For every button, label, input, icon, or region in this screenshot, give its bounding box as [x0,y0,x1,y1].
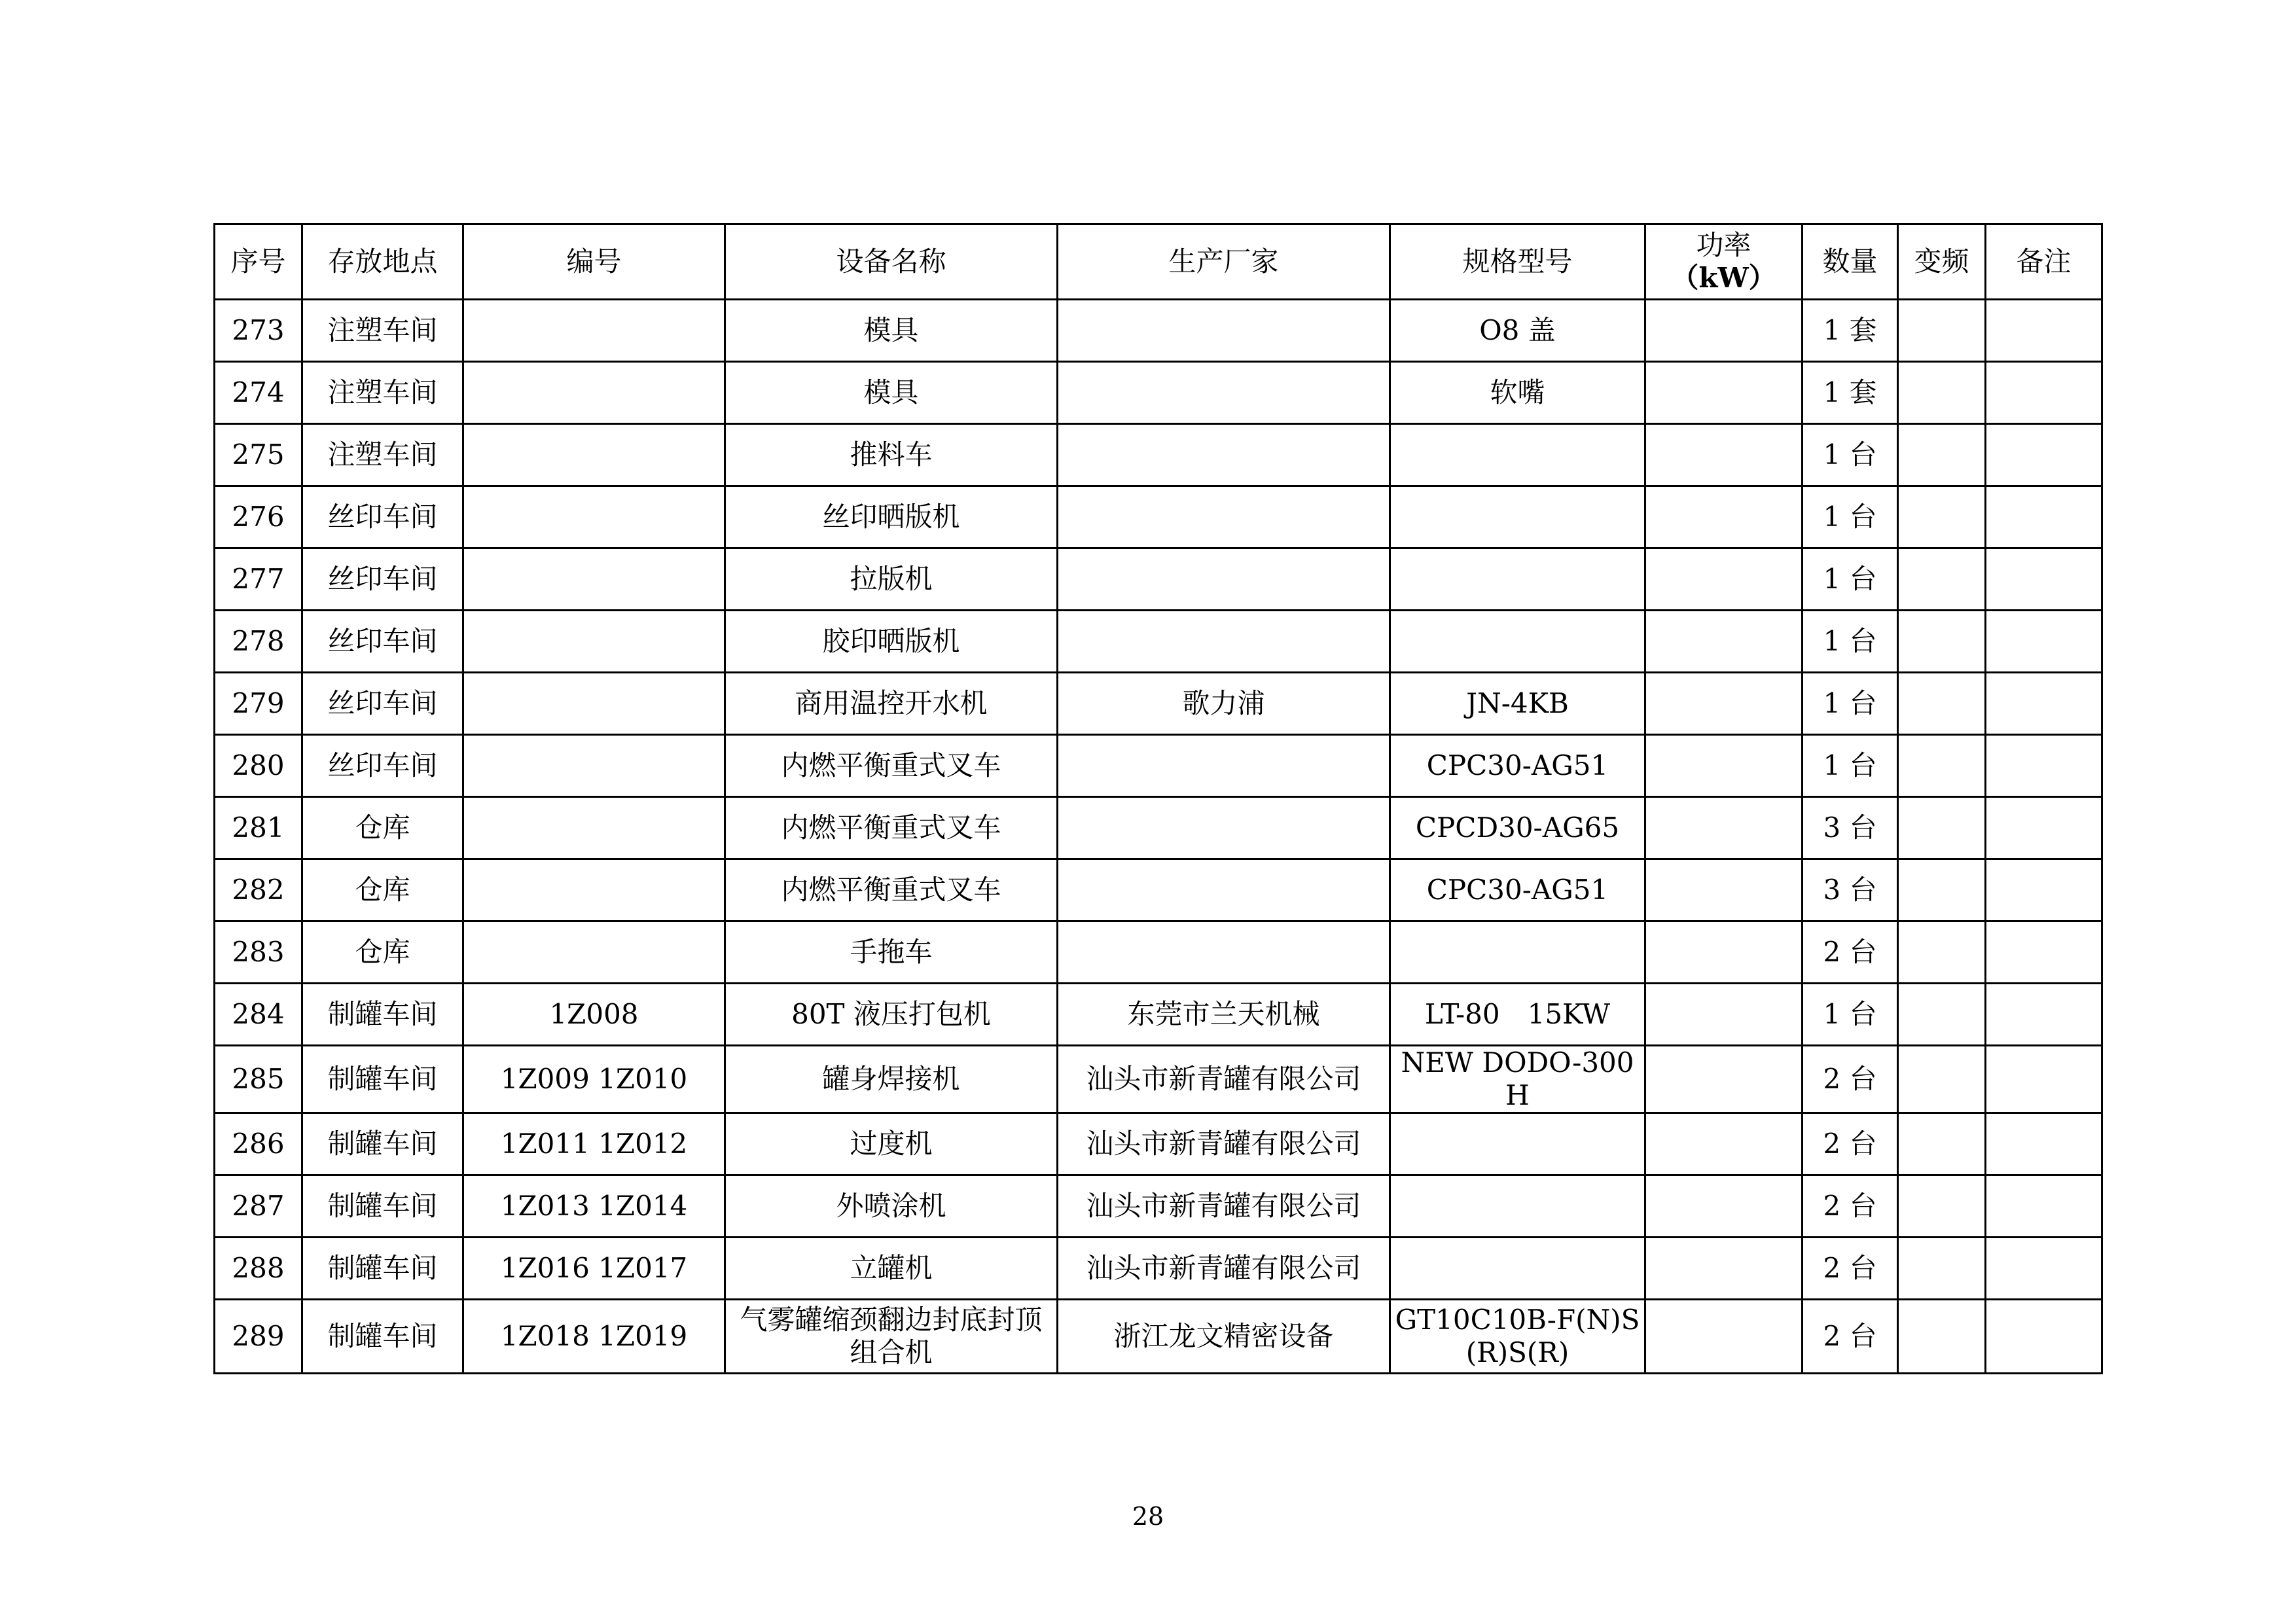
cell-manufacturer [1058,362,1390,424]
cell-vfd [1898,984,1986,1046]
table-row [215,1238,2102,1300]
cell-location: 制罐车间 [302,1046,463,1113]
cell-location: 制罐车间 [302,1238,463,1300]
cell-power [1645,300,1803,362]
cell-manufacturer: 歌力浦 [1058,673,1390,735]
cell-quantity: 1 台 [1803,486,1898,548]
cell-manufacturer: 汕头市新青罐有限公司 [1058,1238,1390,1300]
cell-remarks [1986,424,2102,486]
cell-quantity: 2 台 [1803,1113,1898,1175]
cell-manufacturer [1058,921,1390,984]
cell-manufacturer: 汕头市新青罐有限公司 [1058,1175,1390,1238]
table-row [215,673,2102,735]
cell-remarks [1986,673,2102,735]
cell-quantity: 2 台 [1803,1175,1898,1238]
cell-power [1645,921,1803,984]
cell-vfd [1898,548,1986,611]
cell-name: 立罐机 [725,1238,1058,1300]
cell-seq: 281 [215,797,302,859]
table-row [215,424,2102,486]
cell-quantity: 1 套 [1803,300,1898,362]
table-row [215,1046,2102,1113]
cell-vfd [1898,1113,1986,1175]
cell-name: 80T 液压打包机 [725,984,1058,1046]
cell-remarks [1986,1238,2102,1300]
cell-code: 1Z009 1Z010 [463,1046,725,1113]
cell-model: LT-80 15KW [1390,984,1645,1046]
cell-remarks [1986,984,2102,1046]
cell-name: 拉版机 [725,548,1058,611]
cell-code [463,921,725,984]
cell-quantity: 2 台 [1803,921,1898,984]
cell-name: 商用温控开水机 [725,673,1058,735]
cell-location: 丝印车间 [302,735,463,797]
cell-quantity: 2 台 [1803,1300,1898,1374]
cell-seq: 276 [215,486,302,548]
cell-vfd [1898,611,1986,673]
cell-power [1645,859,1803,921]
table-row [215,300,2102,362]
cell-location: 丝印车间 [302,611,463,673]
cell-model [1390,611,1645,673]
cell-remarks [1986,1300,2102,1374]
cell-power [1645,486,1803,548]
cell-name: 推料车 [725,424,1058,486]
cell-remarks [1986,300,2102,362]
table-row [215,548,2102,611]
cell-location: 仓库 [302,921,463,984]
cell-power [1645,424,1803,486]
cell-vfd [1898,735,1986,797]
cell-vfd [1898,673,1986,735]
cell-seq: 287 [215,1175,302,1238]
cell-remarks [1986,1175,2102,1238]
table-row [215,486,2102,548]
equipment-table [213,223,2103,1374]
cell-quantity: 3 台 [1803,797,1898,859]
header-code: 编号 [463,224,725,300]
cell-code [463,735,725,797]
cell-manufacturer [1058,611,1390,673]
cell-location: 注塑车间 [302,300,463,362]
cell-remarks [1986,921,2102,984]
cell-vfd [1898,486,1986,548]
header-row [215,224,2102,300]
cell-name: 模具 [725,362,1058,424]
header-quantity: 数量 [1803,224,1898,300]
cell-model: JN-4KB [1390,673,1645,735]
cell-remarks [1986,548,2102,611]
cell-manufacturer: 汕头市新青罐有限公司 [1058,1046,1390,1113]
cell-model: CPCD30-AG65 [1390,797,1645,859]
cell-seq: 288 [215,1238,302,1300]
cell-model: CPC30-AG51 [1390,859,1645,921]
cell-name: 丝印晒版机 [725,486,1058,548]
cell-vfd [1898,1238,1986,1300]
cell-model: GT10C10B-F(N)S(R)S(R) [1390,1300,1645,1374]
cell-power [1645,1300,1803,1374]
cell-seq: 277 [215,548,302,611]
cell-code [463,486,725,548]
header-name: 设备名称 [725,224,1058,300]
header-vfd: 变频 [1898,224,1986,300]
cell-vfd [1898,797,1986,859]
cell-name: 胶印晒版机 [725,611,1058,673]
header-manufacturer: 生产厂家 [1058,224,1390,300]
cell-code [463,362,725,424]
cell-manufacturer [1058,486,1390,548]
cell-vfd [1898,300,1986,362]
cell-name: 模具 [725,300,1058,362]
cell-seq: 274 [215,362,302,424]
cell-vfd [1898,921,1986,984]
cell-power [1645,1175,1803,1238]
cell-model [1390,921,1645,984]
cell-seq: 289 [215,1300,302,1374]
header-power [1645,224,1803,300]
cell-manufacturer [1058,424,1390,486]
cell-location: 制罐车间 [302,984,463,1046]
cell-remarks [1986,859,2102,921]
cell-name: 手拖车 [725,921,1058,984]
cell-model [1390,1238,1645,1300]
cell-quantity: 1 台 [1803,984,1898,1046]
cell-location: 仓库 [302,859,463,921]
cell-manufacturer [1058,735,1390,797]
cell-location: 丝印车间 [302,673,463,735]
cell-code [463,611,725,673]
cell-quantity: 2 台 [1803,1238,1898,1300]
table-row [215,1113,2102,1175]
cell-power [1645,984,1803,1046]
cell-name: 过度机 [725,1113,1058,1175]
cell-code: 1Z011 1Z012 [463,1113,725,1175]
cell-location: 制罐车间 [302,1175,463,1238]
cell-power [1645,1113,1803,1175]
header-power-unit: （kW） [1671,262,1776,294]
cell-name: 罐身焊接机 [725,1046,1058,1113]
cell-remarks [1986,362,2102,424]
cell-code: 1Z013 1Z014 [463,1175,725,1238]
cell-location: 注塑车间 [302,362,463,424]
cell-model: 软嘴 [1390,362,1645,424]
cell-power [1645,548,1803,611]
cell-quantity: 1 套 [1803,362,1898,424]
cell-seq: 273 [215,300,302,362]
cell-name: 内燃平衡重式叉车 [725,797,1058,859]
cell-code: 1Z016 1Z017 [463,1238,725,1300]
cell-model: CPC30-AG51 [1390,735,1645,797]
cell-manufacturer: 东莞市兰天机械 [1058,984,1390,1046]
cell-code [463,548,725,611]
table-row [215,921,2102,984]
cell-location: 制罐车间 [302,1300,463,1374]
cell-vfd [1898,362,1986,424]
cell-power [1645,797,1803,859]
cell-manufacturer [1058,797,1390,859]
table-row [215,797,2102,859]
table-row [215,859,2102,921]
cell-manufacturer [1058,548,1390,611]
cell-quantity: 1 台 [1803,611,1898,673]
cell-model: O8 盖 [1390,300,1645,362]
cell-remarks [1986,611,2102,673]
cell-name: 内燃平衡重式叉车 [725,859,1058,921]
cell-code: 1Z018 1Z019 [463,1300,725,1374]
cell-code [463,424,725,486]
cell-power [1645,1238,1803,1300]
cell-remarks [1986,1113,2102,1175]
cell-name: 气雾罐缩颈翻边封底封顶组合机 [725,1300,1058,1374]
cell-vfd [1898,424,1986,486]
page-number: 28 [1132,1502,1164,1531]
header-power-label: 功率 [1696,229,1751,261]
cell-seq: 278 [215,611,302,673]
header-remarks: 备注 [1986,224,2102,300]
cell-power [1645,362,1803,424]
cell-vfd [1898,1175,1986,1238]
table-row [215,735,2102,797]
cell-quantity: 3 台 [1803,859,1898,921]
cell-quantity: 1 台 [1803,673,1898,735]
cell-location: 制罐车间 [302,1113,463,1175]
cell-remarks [1986,735,2102,797]
cell-seq: 275 [215,424,302,486]
header-seq: 序号 [215,224,302,300]
cell-power [1645,1046,1803,1113]
cell-power [1645,735,1803,797]
cell-location: 注塑车间 [302,424,463,486]
header-location: 存放地点 [302,224,463,300]
cell-remarks [1986,797,2102,859]
cell-seq: 283 [215,921,302,984]
cell-location: 仓库 [302,797,463,859]
cell-code [463,673,725,735]
header-model: 规格型号 [1390,224,1645,300]
cell-vfd [1898,859,1986,921]
cell-model [1390,424,1645,486]
cell-manufacturer [1058,300,1390,362]
cell-vfd [1898,1046,1986,1113]
cell-quantity: 2 台 [1803,1046,1898,1113]
cell-model [1390,1175,1645,1238]
cell-power [1645,673,1803,735]
cell-manufacturer: 汕头市新青罐有限公司 [1058,1113,1390,1175]
cell-seq: 285 [215,1046,302,1113]
cell-seq: 284 [215,984,302,1046]
cell-model: NEW DODO-300H [1390,1046,1645,1113]
cell-seq: 279 [215,673,302,735]
cell-seq: 282 [215,859,302,921]
cell-name: 内燃平衡重式叉车 [725,735,1058,797]
cell-quantity: 1 台 [1803,548,1898,611]
cell-seq: 286 [215,1113,302,1175]
table-row [215,984,2102,1046]
cell-model [1390,486,1645,548]
cell-remarks [1986,1046,2102,1113]
cell-quantity: 1 台 [1803,735,1898,797]
cell-vfd [1898,1300,1986,1374]
table-row [215,1175,2102,1238]
cell-power [1645,611,1803,673]
table-row [215,1300,2102,1374]
table-row [215,611,2102,673]
cell-location: 丝印车间 [302,548,463,611]
cell-seq: 280 [215,735,302,797]
cell-manufacturer: 浙江龙文精密设备 [1058,1300,1390,1374]
cell-code [463,859,725,921]
cell-quantity: 1 台 [1803,424,1898,486]
cell-manufacturer [1058,859,1390,921]
cell-remarks [1986,486,2102,548]
table-body [215,300,2102,1374]
cell-code [463,300,725,362]
cell-name: 外喷涂机 [725,1175,1058,1238]
cell-model [1390,548,1645,611]
table-row [215,362,2102,424]
cell-code [463,797,725,859]
cell-model [1390,1113,1645,1175]
cell-location: 丝印车间 [302,486,463,548]
cell-code: 1Z008 [463,984,725,1046]
